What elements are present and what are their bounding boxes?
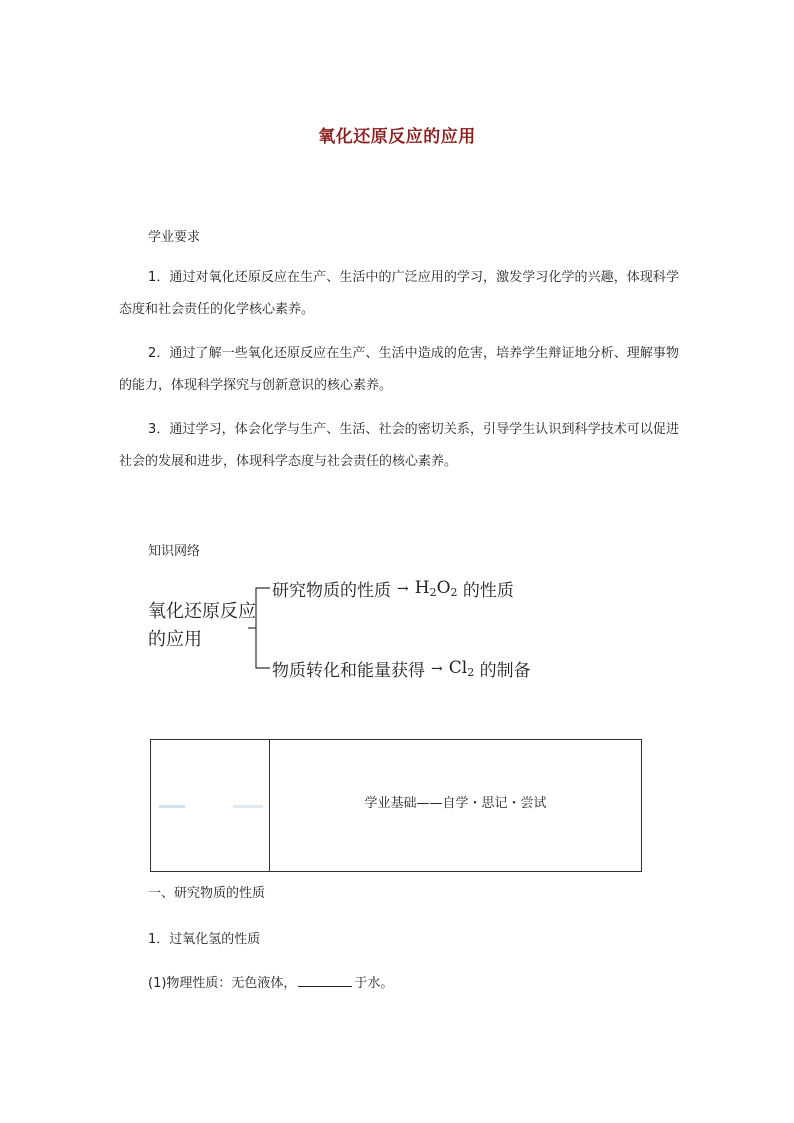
requirement-item-2: 2．通过了解一些氧化还原反应在生产、生活中造成的危害，培养学生辩证地分析、理解事物的能力，体现科学探究与创新意识的核心素养。 <box>119 346 679 393</box>
knowledge-network-diagram <box>148 572 608 684</box>
requirement-item-3: 3．通过学习，体会化学与生产、生活、社会的密切关系，引导学生认识到科学技术可以促进社会的发展和进步，体现科学态度与社会责任的核心素养。 <box>119 422 679 469</box>
physical-property-line: (1)物理性质：无色液体， 于水。 <box>148 976 394 991</box>
section-banner <box>150 739 642 872</box>
arrow-icon: → <box>397 580 409 597</box>
cl2-formula: $Cl_2$ <box>448 658 475 679</box>
branch-2-suffix: 的制备 <box>474 661 531 681</box>
banner-decoration <box>159 805 185 808</box>
network-root: 氧化还原反应的应用 <box>148 601 256 650</box>
section-1-heading: 一、研究物质的性质 <box>148 886 266 901</box>
branch-2-label: 物质转化和能量获得 <box>272 661 425 681</box>
branch-1-label: 研究物质的性质 <box>272 581 391 601</box>
network-branch-2 <box>272 656 531 681</box>
requirement-item-1: 1．通过对氧化还原反应在生产、生活中的广泛应用的学习，激发学习化学的兴趣，体现科学态度和社会责任的化学核心素养。 <box>119 270 679 317</box>
network-heading: 知识网络 <box>148 544 201 559</box>
banner-decoration <box>233 805 263 808</box>
network-branch-1 <box>272 576 514 601</box>
banner-text: 学业基础——自学・思记・尝试 <box>364 796 547 811</box>
branch-1-suffix: 的性质 <box>457 581 514 601</box>
requirements-heading: 学业要求 <box>148 230 201 245</box>
section-1-sub-heading: 1．过氧化氢的性质 <box>148 932 261 947</box>
page-title: 氧化还原反应的应用 <box>318 127 476 147</box>
arrow-icon: → <box>431 660 443 677</box>
fill-in-blank[interactable] <box>298 974 352 987</box>
h2o2-formula: $H_2O_2$ <box>414 578 458 599</box>
